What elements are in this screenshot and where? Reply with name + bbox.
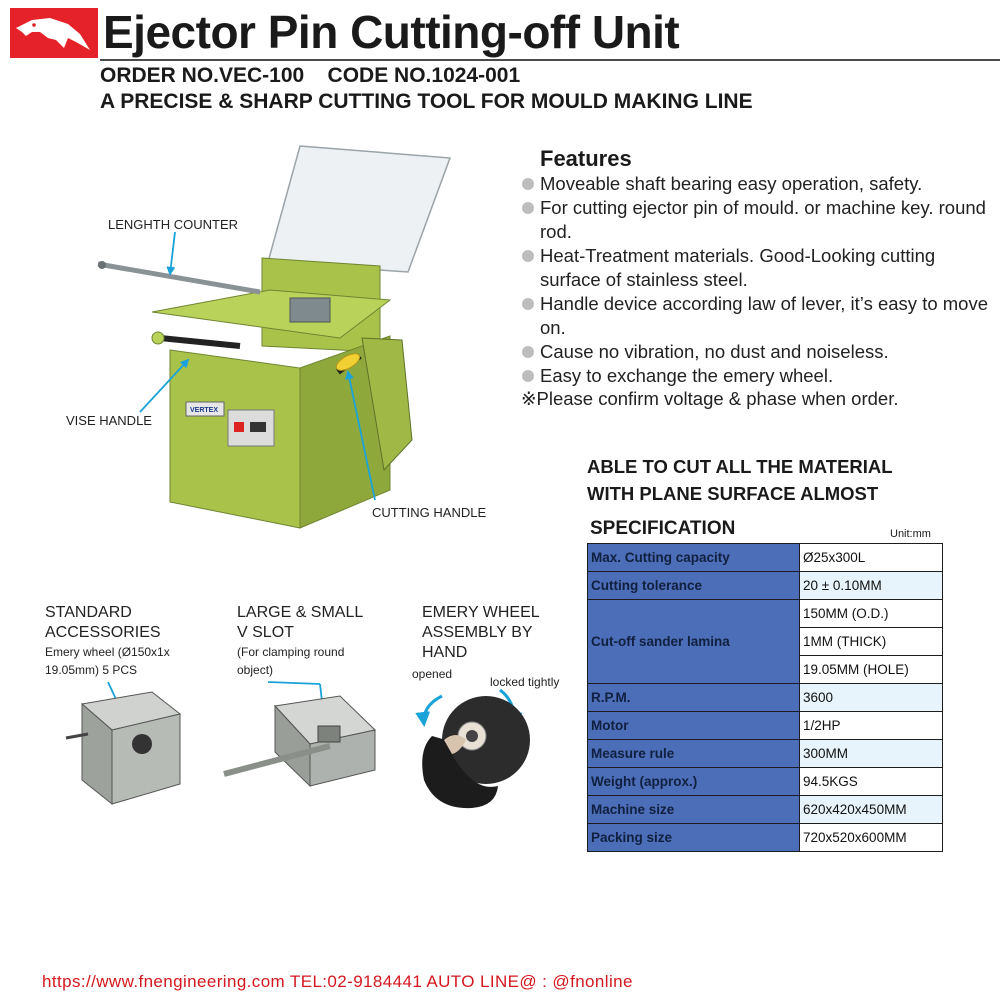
spec-value: 720x520x600MM <box>800 824 943 852</box>
page-title: Ejector Pin Cutting-off Unit <box>103 6 680 58</box>
arrow-vise-handle <box>140 360 188 412</box>
accessory-title: HAND <box>422 644 468 661</box>
spec-value: 620x420x450MM <box>800 796 943 824</box>
callout-vise-handle: VISE HANDLE <box>66 413 152 428</box>
accessory-title: V SLOT <box>237 624 294 641</box>
emery-wheel-photo <box>412 690 544 816</box>
spec-value: 20 ± 0.10MM <box>800 572 943 600</box>
accessory-desc: 19.05mm) 5 PCS <box>45 663 138 677</box>
table-row <box>588 768 943 796</box>
capability-line: ABLE TO CUT ALL THE MATERIAL <box>587 456 893 477</box>
spec-heading: SPECIFICATION <box>590 518 736 539</box>
accessory-desc: Emery wheel (Ø150x1x <box>45 645 170 659</box>
spec-label: Packing size <box>588 824 800 852</box>
accessory-v-slot <box>237 603 363 679</box>
bullet-icon <box>522 298 534 310</box>
accessory-desc: object) <box>237 663 274 677</box>
spec-label: Machine size <box>588 796 800 824</box>
spec-label: R.P.M. <box>588 684 800 712</box>
table-row <box>588 796 943 824</box>
bullet-icon <box>522 370 534 382</box>
feature-item: Easy to exchange the emery wheel. <box>520 364 995 388</box>
accessory-standard <box>45 603 170 679</box>
features-list <box>520 172 995 388</box>
accessory-title: ACCESSORIES <box>45 624 161 641</box>
accessory-title: LARGE & SMALL <box>237 604 364 621</box>
arrow-cutting-handle <box>348 372 375 500</box>
spec-value: Ø25x300L <box>800 544 943 572</box>
spec-label: Cut-off sander lamina <box>588 600 800 684</box>
table-row <box>588 740 943 768</box>
spec-value: 19.05MM (HOLE) <box>800 656 943 684</box>
spec-value: 1/2HP <box>800 712 943 740</box>
bullet-icon <box>522 250 534 262</box>
table-row <box>588 824 943 852</box>
v-slot-photo <box>220 686 390 810</box>
callout-length-counter: LENGHTH COUNTER <box>108 217 239 232</box>
accessory-emery-wheel <box>422 603 540 663</box>
spec-label: Motor <box>588 712 800 740</box>
spec-label: Cutting tolerance <box>588 572 800 600</box>
spec-label: Max. Cutting capacity <box>588 544 800 572</box>
callout-cutting-handle: CUTTING HANDLE <box>372 505 487 520</box>
table-row <box>588 572 943 600</box>
table-row <box>588 544 943 572</box>
table-row <box>588 712 943 740</box>
accessories-photo <box>62 684 192 814</box>
bullet-icon <box>522 202 534 214</box>
brand-label: VERTEX <box>190 407 219 414</box>
spec-table <box>587 543 943 852</box>
order-code-line: ORDER NO.VEC-100 CODE NO.1024-001 <box>100 64 521 87</box>
accessory-title: ASSEMBLY BY <box>422 624 533 641</box>
spec-label: Weight (approx.) <box>588 768 800 796</box>
accessory-title: EMERY WHEEL <box>422 604 540 621</box>
arrow-length-counter <box>170 232 175 274</box>
accessory-title: STANDARD <box>45 604 132 621</box>
spec-unit: Unit:mm <box>890 528 931 540</box>
spec-value: 300MM <box>800 740 943 768</box>
capability-statement <box>587 453 893 507</box>
spec-value: 150MM (O.D.) <box>800 600 943 628</box>
feature-item: Handle device according law of lever, it’s easy to move on. <box>520 292 995 340</box>
spec-value: 1MM (THICK) <box>800 628 943 656</box>
spec-value: 3600 <box>800 684 943 712</box>
feature-item: Heat-Treatment materials. Good-Looking cutting surface of stainless steel. <box>520 244 995 292</box>
footer-contact: https://www.fnengineering.com TEL:02-9184441 AUTO LINE@ : @fnonline <box>42 972 633 991</box>
locked-label: locked tightly <box>490 675 560 689</box>
feature-item: For cutting ejector pin of mould. or machine key. round rod. <box>520 196 995 244</box>
table-row <box>588 684 943 712</box>
arrow-v-slot-a <box>268 682 320 684</box>
order-note: ※Please confirm voltage & phase when order. <box>521 388 899 409</box>
spec-label: Measure rule <box>588 740 800 768</box>
opened-label: opened <box>412 667 453 681</box>
bullet-icon <box>522 346 534 358</box>
accessory-desc: (For clamping round <box>237 645 345 659</box>
spec-value: 94.5KGS <box>800 768 943 796</box>
features-heading: Features <box>540 146 632 171</box>
subtitle: A PRECISE & SHARP CUTTING TOOL FOR MOULD MAKING LINE <box>100 90 753 113</box>
bullet-icon <box>522 178 534 190</box>
feature-item: Moveable shaft bearing easy operation, safety. <box>520 172 995 196</box>
feature-item: Cause no vibration, no dust and noiseless. <box>520 340 995 364</box>
table-row <box>588 600 943 628</box>
capability-line: WITH PLANE SURFACE ALMOST <box>587 483 879 504</box>
